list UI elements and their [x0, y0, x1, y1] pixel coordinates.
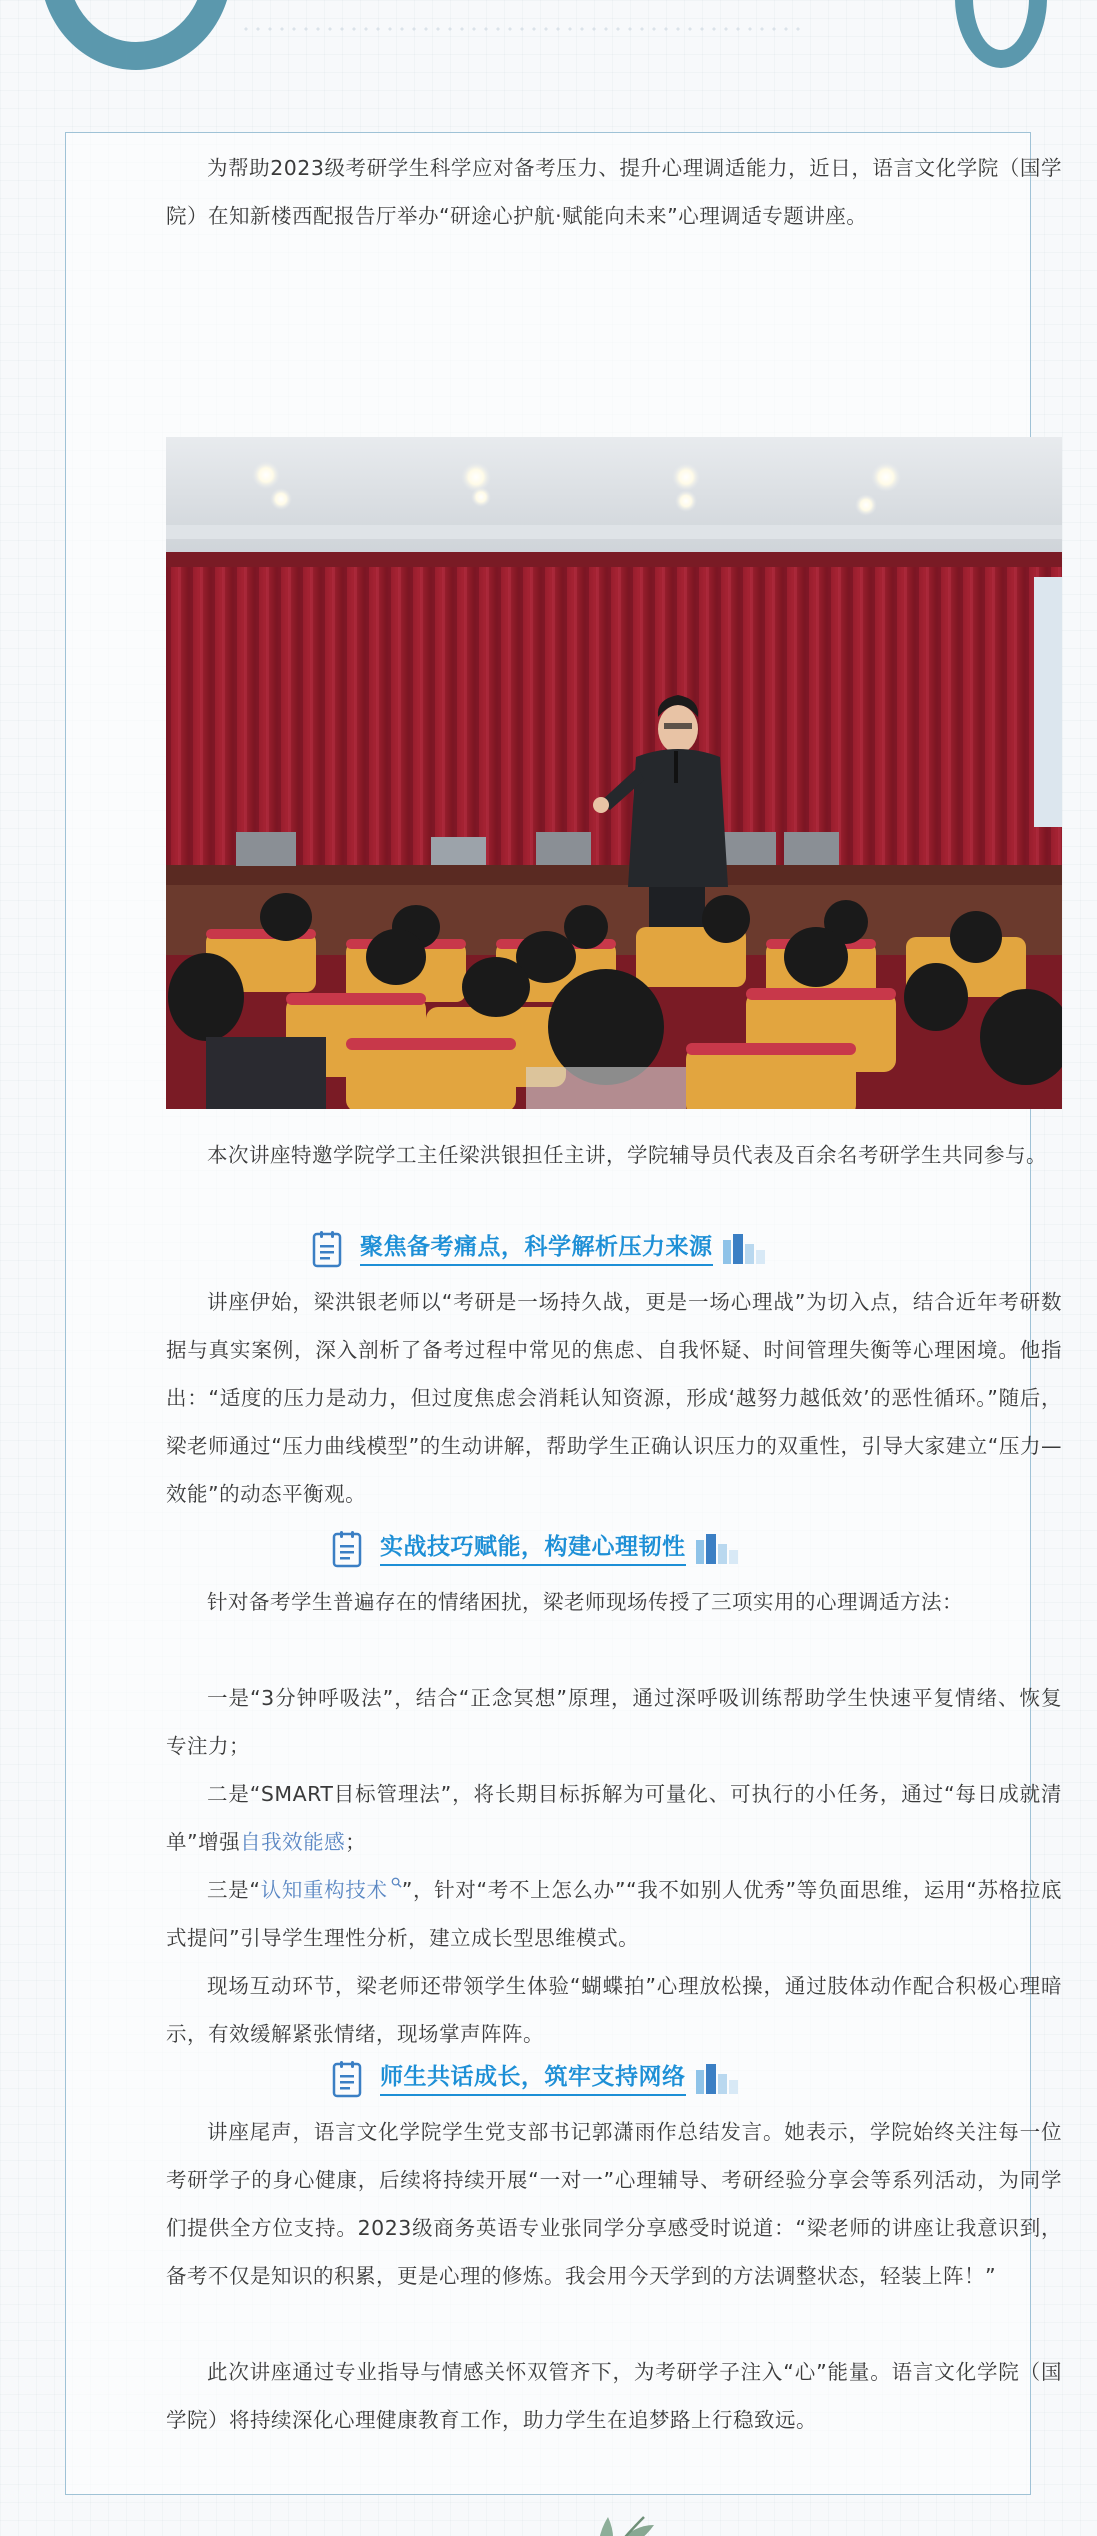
- intro-paragraph: 为帮助2023级考研学生科学应对备考压力、提升心理调适能力，近日，语言文化学院（国学院）在知新楼西配报告厅举办“研途心护航·赋能向未来”心理调适专题讲座。: [166, 156, 1062, 228]
- self-efficacy-link[interactable]: 自我效能感: [240, 1830, 346, 1854]
- method-1-paragraph: 一是“3分钟呼吸法”，结合“正念冥想”原理，通过深呼吸训练帮助学生快速平复情绪、恢复专注力；: [166, 1686, 1062, 1758]
- search-icon[interactable]: [391, 1877, 402, 1888]
- cognitive-restructuring-link[interactable]: 认知重构技术: [260, 1878, 388, 1902]
- closing-paragraph: 此次讲座通过专业指导与情感关怀双管齐下，为考研学子注入“心”能量。语言文化学院（国学院）将持续深化心理健康教育工作，助力学生在追梦路上行稳致远。: [166, 2360, 1062, 2432]
- notepad-icon: [332, 2060, 362, 2098]
- method-3-paragraph: 三是“认知重构技术 ”，针对“考不上怎么办”“我不如别人优秀”等负面思维，运用“苏格拉底式提问”引导学生理性分析，建立成长型思维模式。: [166, 1878, 1062, 1950]
- heading-decoration-blocks: [723, 1234, 765, 1264]
- bamboo-leaf-icon: [564, 2503, 660, 2536]
- section-heading-2-text: 实战技巧赋能，构建心理韧性: [380, 1532, 686, 1566]
- heading-decoration-blocks: [696, 1534, 738, 1564]
- section-heading-3-text: 师生共话成长，筑牢支持网络: [380, 2062, 686, 2096]
- section3-paragraph-1: 讲座尾声，语言文化学院学生党支部书记郭潇雨作总结发言。她表示，学院始终关注每一位考研学子的身心健康，后续将持续开展“一对一”心理辅导、考研经验分享会等系列活动，为同学们提供全方位支持。2023级商务英语专业张同学分享感受时说道：“梁老师的讲座让我意识到，备考不仅是知识的积累，更是心理的修炼。我会用今天学到的方法调整状态，轻装上阵！”: [166, 2120, 1062, 2288]
- article-frame: [65, 132, 1062, 2495]
- speaker-intro-paragraph: 本次讲座特邀学院学工主任梁洪银担任主讲，学院辅导员代表及百余名考研学生共同参与。: [207, 1143, 1047, 1167]
- heading-decoration-blocks: [696, 2064, 738, 2094]
- lecture-photo[interactable]: [166, 437, 1062, 1109]
- notepad-icon: [332, 1530, 362, 1568]
- section-heading-2: [332, 1527, 738, 1571]
- section2-intro-paragraph: 针对备考学生普遍存在的情绪困扰，梁老师现场传授了三项实用的心理调适方法：: [207, 1590, 963, 1614]
- notepad-icon: [312, 1230, 342, 1268]
- decorative-ring-left: [40, 0, 232, 70]
- section1-paragraph: 讲座伊始，梁洪银老师以“考研是一场持久战，更是一场心理战”为切入点，结合近年考研数据与真实案例，深入剖析了备考过程中常见的焦虑、自我怀疑、时间管理失衡等心理困境。他指出：“适度的压力是动力，但过度焦虑会消耗认知资源，形成‘越努力越低效’的恶性循环。”随后，梁老师通过“压力曲线模型”的生动讲解，帮助学生正确认识压力的双重性，引导大家建立“压力—效能”的动态平衡观。: [166, 1290, 1062, 1506]
- section-heading-1: [312, 1227, 765, 1271]
- lecture-scene-image: [166, 437, 1062, 1109]
- interaction-paragraph: 现场互动环节，梁老师还带领学生体验“蝴蝶拍”心理放松操，通过肢体动作配合积极心理暗示，有效缓解紧张情绪，现场掌声阵阵。: [166, 1974, 1062, 2046]
- section-heading-1-text: 聚焦备考痛点，科学解析压力来源: [360, 1232, 713, 1266]
- section-heading-3: [332, 2057, 738, 2101]
- method-2-paragraph: 二是“SMART目标管理法”，将长期目标拆解为可量化、可执行的小任务，通过“每日成就清单”增强自我效能感；: [166, 1782, 1062, 1854]
- decorative-dots: [240, 26, 800, 32]
- decorative-ring-right: [955, 0, 1047, 68]
